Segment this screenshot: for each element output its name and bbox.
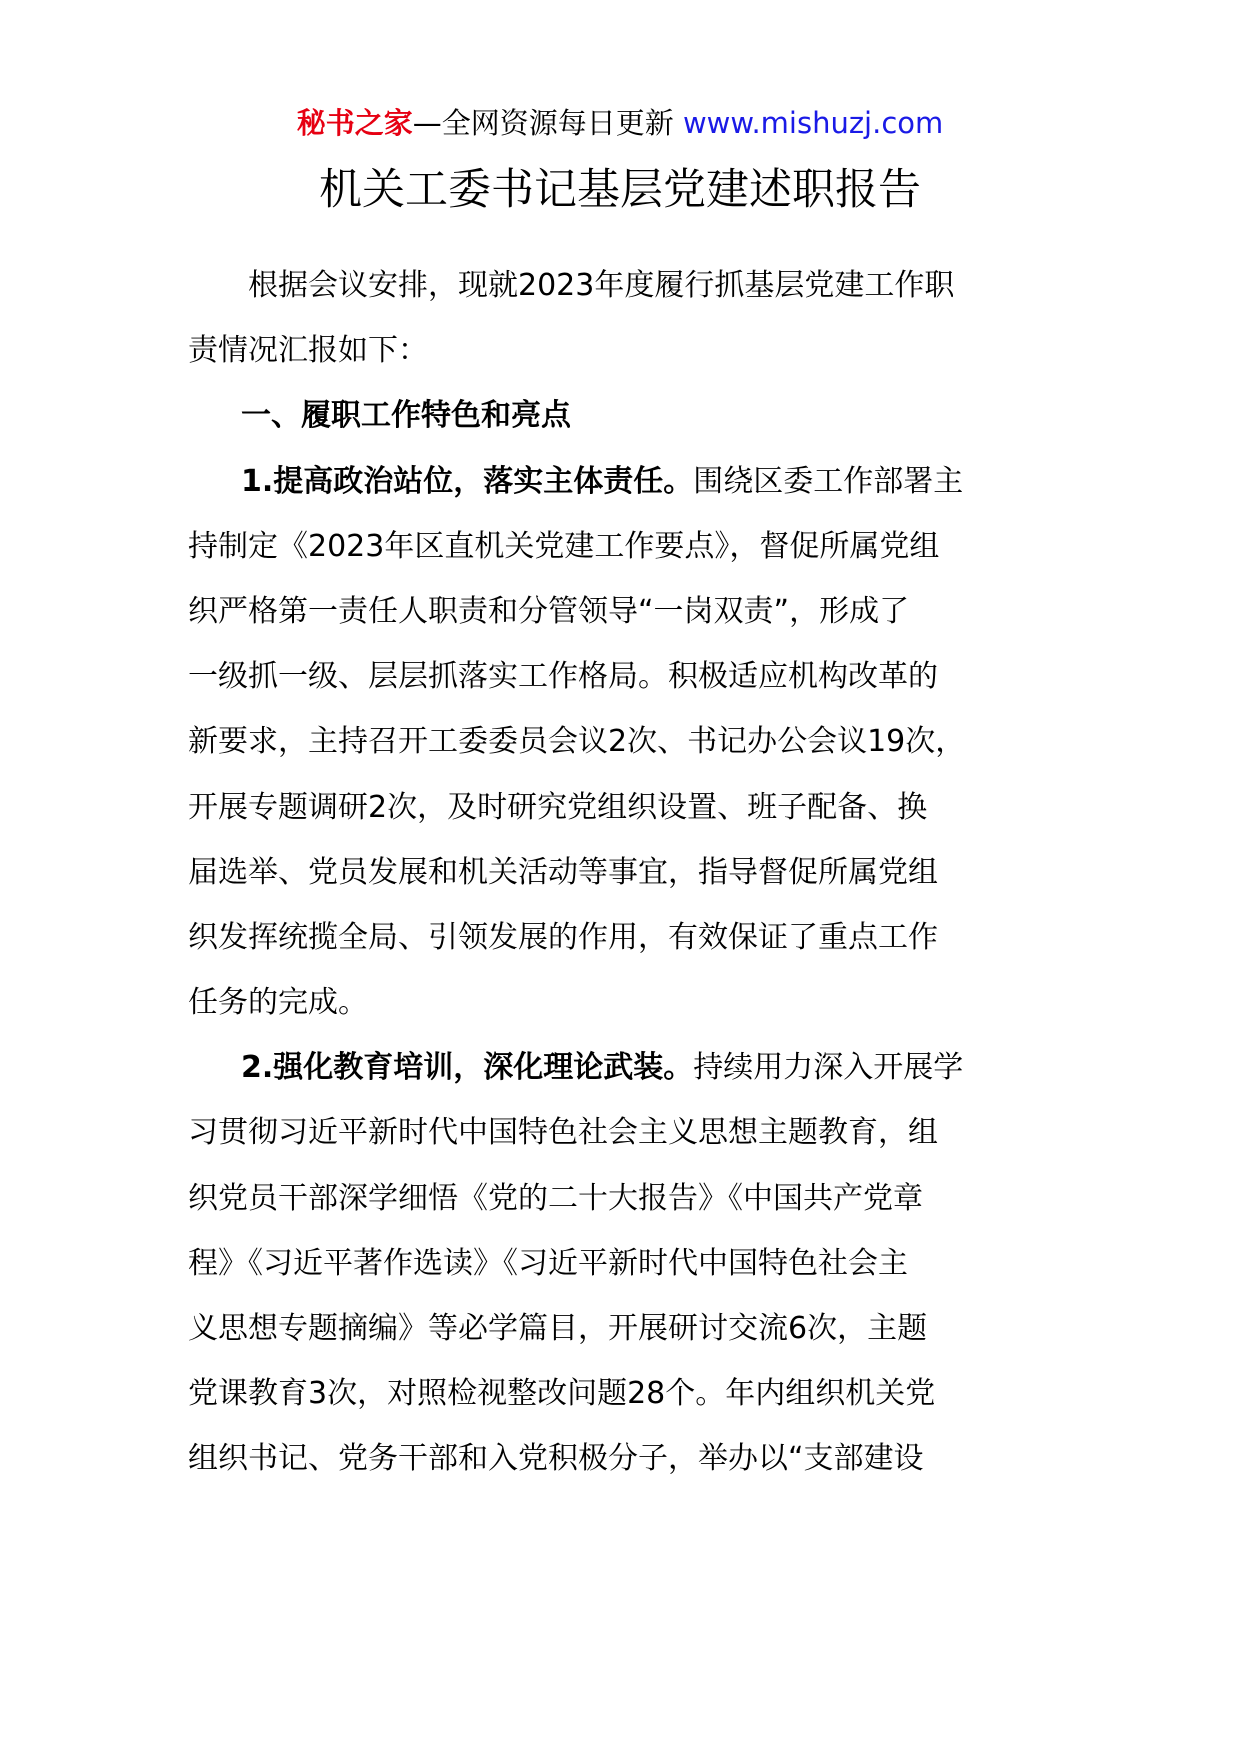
paragraph-line: 届选举、党员发展和机关活动等事宜，指导督促所属党组 [188,854,938,890]
item1-first-rest: 围绕区委工作部署主 [693,463,964,499]
paragraph-line: 义思想专题摘编》等必学篇目，开展研讨交流6次，主题 [188,1311,928,1346]
paragraph-line: 织发挥统揽全局、引领发展的作用，有效保证了重点工作 [188,919,938,955]
document-title: 机关工委书记基层党建述职报告 [319,165,921,215]
item1-lead: 1.提高政治站位，落实主体责任。 [241,463,694,499]
paragraph-line: 一级抓一级、层层抓落实工作格局。积极适应机构改革的 [188,659,938,695]
site-header [0,103,1240,143]
item2-first-rest: 持续用力深入开展学 [693,1050,964,1086]
paragraph-line: 任务的完成。 [188,985,368,1021]
header-slogan: —全网资源每日更新 [412,106,683,140]
intro-line: 根据会议安排，现就2023年度履行抓基层党建工作职 [248,268,955,303]
item1-first-line [188,449,1088,514]
paragraph-line: 持制定《2023年区直机关党建工作要点》，督促所属党组 [188,528,940,564]
document-body [188,253,1088,1492]
paragraph-line: 开展专题调研2次，及时研究党组织设置、班子配备、换 [188,789,928,825]
paragraph-line: 程》《习近平著作选读》《习近平新时代中国特色社会主 [188,1245,908,1281]
site-url-link[interactable]: www.mishuzj.com [682,106,944,140]
paragraph-line: 织严格第一责任人职责和分管领导“一岗双责”，形成了 [188,593,910,629]
brand-name: 秘书之家 [296,106,413,140]
intro-line: 责情况汇报如下： [188,333,428,369]
paragraph-line: 织党员干部深学细悟《党的二十大报告》《中国共产党章 [188,1180,923,1216]
paragraph-line: 组织书记、党务干部和入党积极分子，举办以“支部建设 [188,1441,924,1477]
paragraph-line: 习贯彻习近平新时代中国特色社会主义思想主题教育，组 [188,1115,938,1151]
item2-first-line [188,1035,1088,1100]
paragraph-line: 党课教育3次，对照检视整改问题28个。年内组织机关党 [188,1376,936,1412]
item2-lead: 2.强化教育培训，深化理论武装。 [241,1050,694,1086]
paragraph-line: 新要求，主持召开工委委员会议2次、书记办公会议19次， [188,724,966,760]
section-heading: 一、履职工作特色和亮点 [241,398,571,434]
